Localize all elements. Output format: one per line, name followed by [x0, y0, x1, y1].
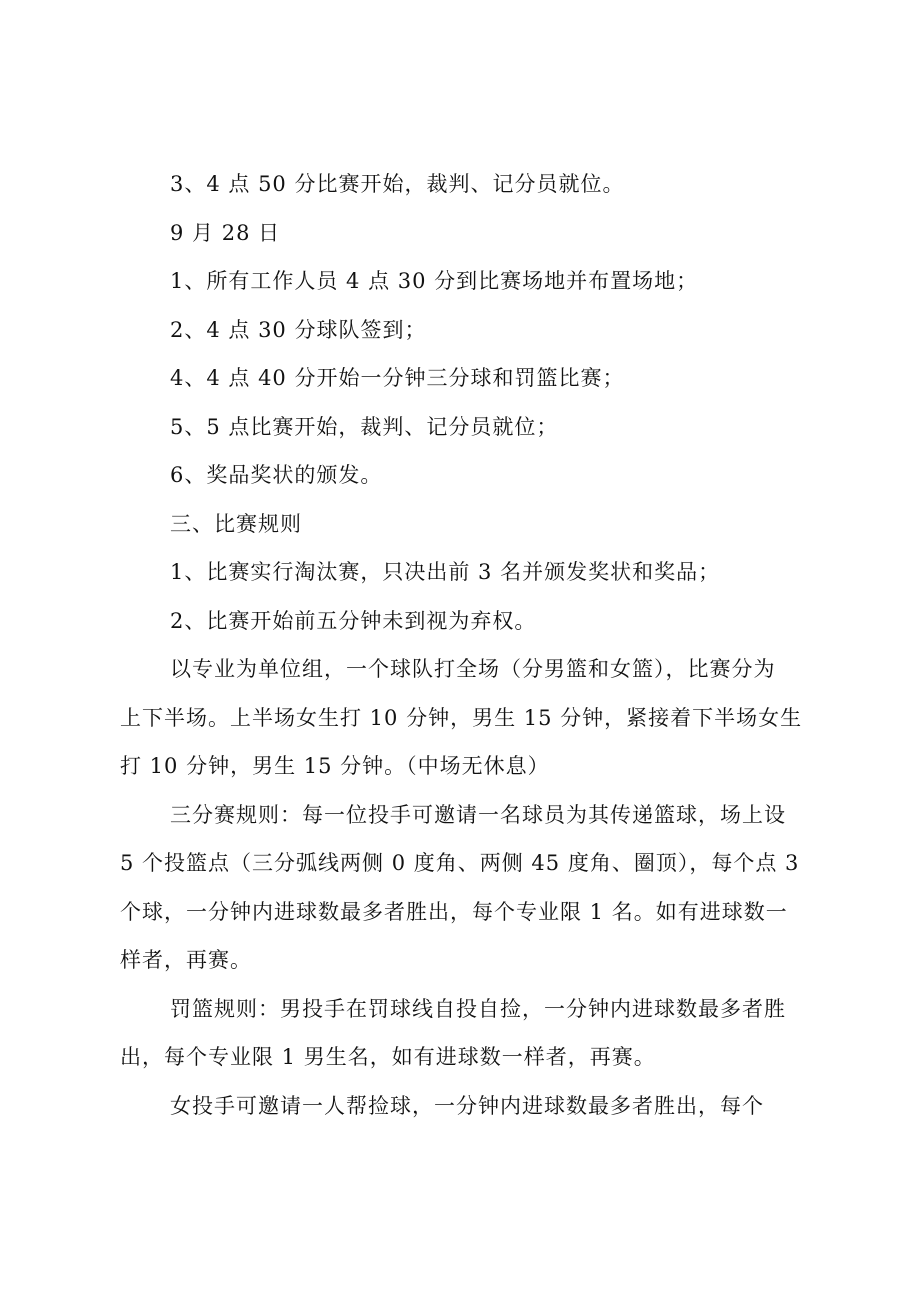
- paragraph-line: 上下半场。上半场女生打 10 分钟，男生 15 分钟，紧接着下半场女生: [120, 705, 803, 730]
- rule-line: 2、比赛开始前五分钟未到视为弃权。: [170, 608, 537, 633]
- paragraph-three-point-rules: [120, 791, 820, 985]
- paragraph-women-rules: [120, 1082, 820, 1131]
- schedule-line: 2、4 点 30 分球队签到；: [170, 317, 427, 342]
- paragraph-line: 5 个投篮点（三分弧线两侧 0 度角、两侧 45 度角、圈顶），每个点 3: [120, 851, 800, 875]
- schedule-line: 4、4 点 40 分开始一分钟三分球和罚篮比赛；: [170, 366, 625, 390]
- paragraph-line: 出，每个专业限 1 男生名，如有进球数一样者，再赛。: [120, 1045, 656, 1069]
- paragraph-free-throw-rules: [120, 985, 820, 1082]
- paragraph-line: 打 10 分钟，男生 15 分钟。（中场无休息）: [120, 754, 550, 778]
- document-body: [120, 160, 820, 1130]
- paragraph-line: 女投手可邀请一人帮捡球，一分钟内进球数最多者胜出，每个: [170, 1093, 764, 1118]
- schedule-line: 6、奖品奖状的颁发。: [170, 463, 383, 487]
- paragraph-line: 三分赛规则：每一位投手可邀请一名球员为其传递篮球，场上设: [170, 802, 786, 827]
- paragraph-line: 罚篮规则：男投手在罚球线自投自捡，一分钟内进球数最多者胜: [170, 996, 786, 1021]
- paragraph-line: 以专业为单位组，一个球队打全场（分男篮和女篮），比赛分为: [170, 657, 776, 681]
- section-heading: 三、比赛规则: [170, 511, 302, 536]
- schedule-line: 5、5 点比赛开始，裁判、记分员就位；: [170, 414, 559, 439]
- rule-line: 1、比赛实行淘汰赛，只决出前 3 名并颁发奖状和奖品；: [170, 560, 721, 584]
- paragraph-line: 样者，再赛。: [120, 948, 252, 972]
- paragraph-match-format: [120, 645, 820, 791]
- schedule-line: 1、所有工作人员 4 点 30 分到比赛场地并布置场地；: [170, 269, 699, 293]
- schedule-line: 3、4 点 50 分比赛开始，裁判、记分员就位。: [170, 172, 625, 196]
- paragraph-line: 个球，一分钟内进球数最多者胜出，每个专业限 1 名。如有进球数一: [120, 899, 788, 924]
- date-heading: 9 月 28 日: [170, 220, 281, 245]
